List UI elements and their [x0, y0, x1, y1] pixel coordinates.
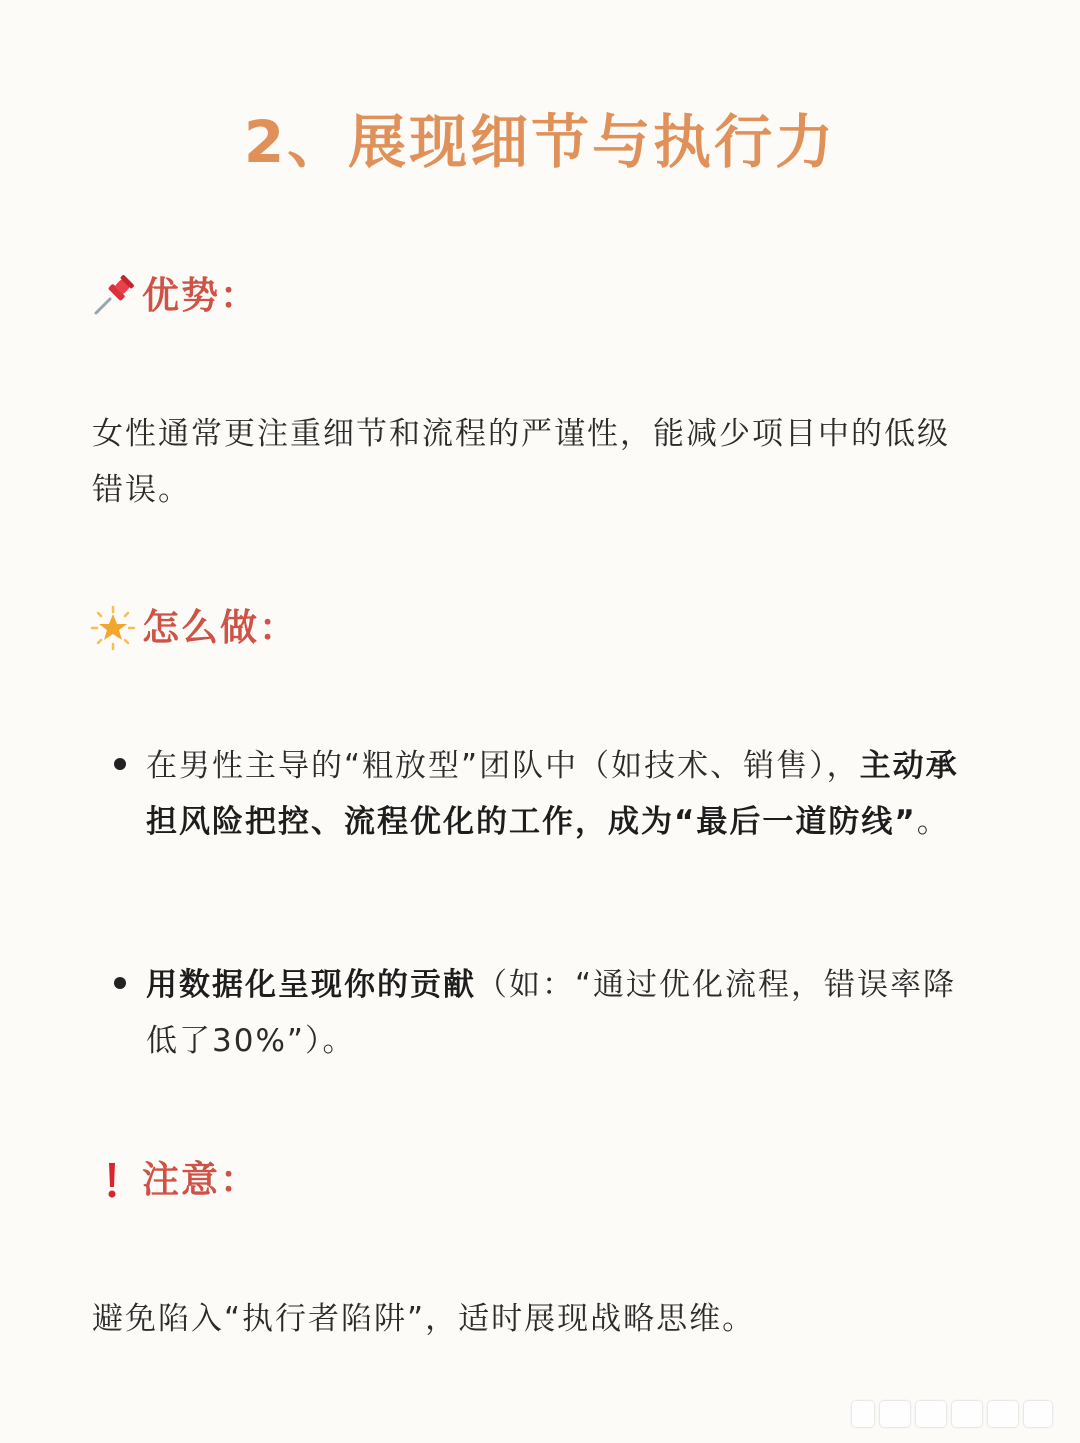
bullet-text: 。 [916, 804, 950, 840]
watermark-block [952, 1401, 982, 1427]
bullet-dot [114, 977, 126, 989]
bullet-text: 在男性主导的“粗放型”团队中（如技术、销售）， [146, 748, 860, 784]
bullet-text: （如：“通过优化流程，错误率降低了30%”）。 [146, 967, 957, 1059]
section-heading-note [90, 1156, 259, 1204]
glowing-star-icon [90, 605, 136, 651]
note-paragraph: 避免陷入“执行者陷阱”，适时展现战略思维。 [92, 1301, 756, 1337]
exclamation-icon [90, 1157, 136, 1203]
pushpin-icon [90, 273, 136, 319]
watermark-block [916, 1401, 946, 1427]
page-title: 2、展现细节与执行力 [243, 108, 837, 176]
list-item [146, 738, 986, 850]
bullet-bold-text: 用数据化呈现你的贡献 [146, 967, 476, 1003]
advantage-paragraph: 女性通常更注重细节和流程的严谨性，能减少项目中的低级错误。 [92, 416, 950, 508]
section-heading-label: 怎么做： [142, 606, 298, 649]
watermark-block [880, 1401, 910, 1427]
list-item [146, 957, 986, 1069]
watermark-block [852, 1401, 874, 1427]
section-heading-label: 优势： [142, 274, 259, 317]
watermark [852, 1399, 1066, 1429]
section-heading-label: 注意： [142, 1158, 259, 1201]
bullet-dot [114, 758, 126, 770]
bullet-bold-text: 主动承担风险把控、流程优化的工作，成为“最后一道防线” [146, 748, 959, 840]
watermark-block [988, 1401, 1018, 1427]
watermark-block [1024, 1401, 1052, 1427]
section-heading-advantage [90, 272, 259, 320]
section-heading-how-to [90, 604, 298, 652]
